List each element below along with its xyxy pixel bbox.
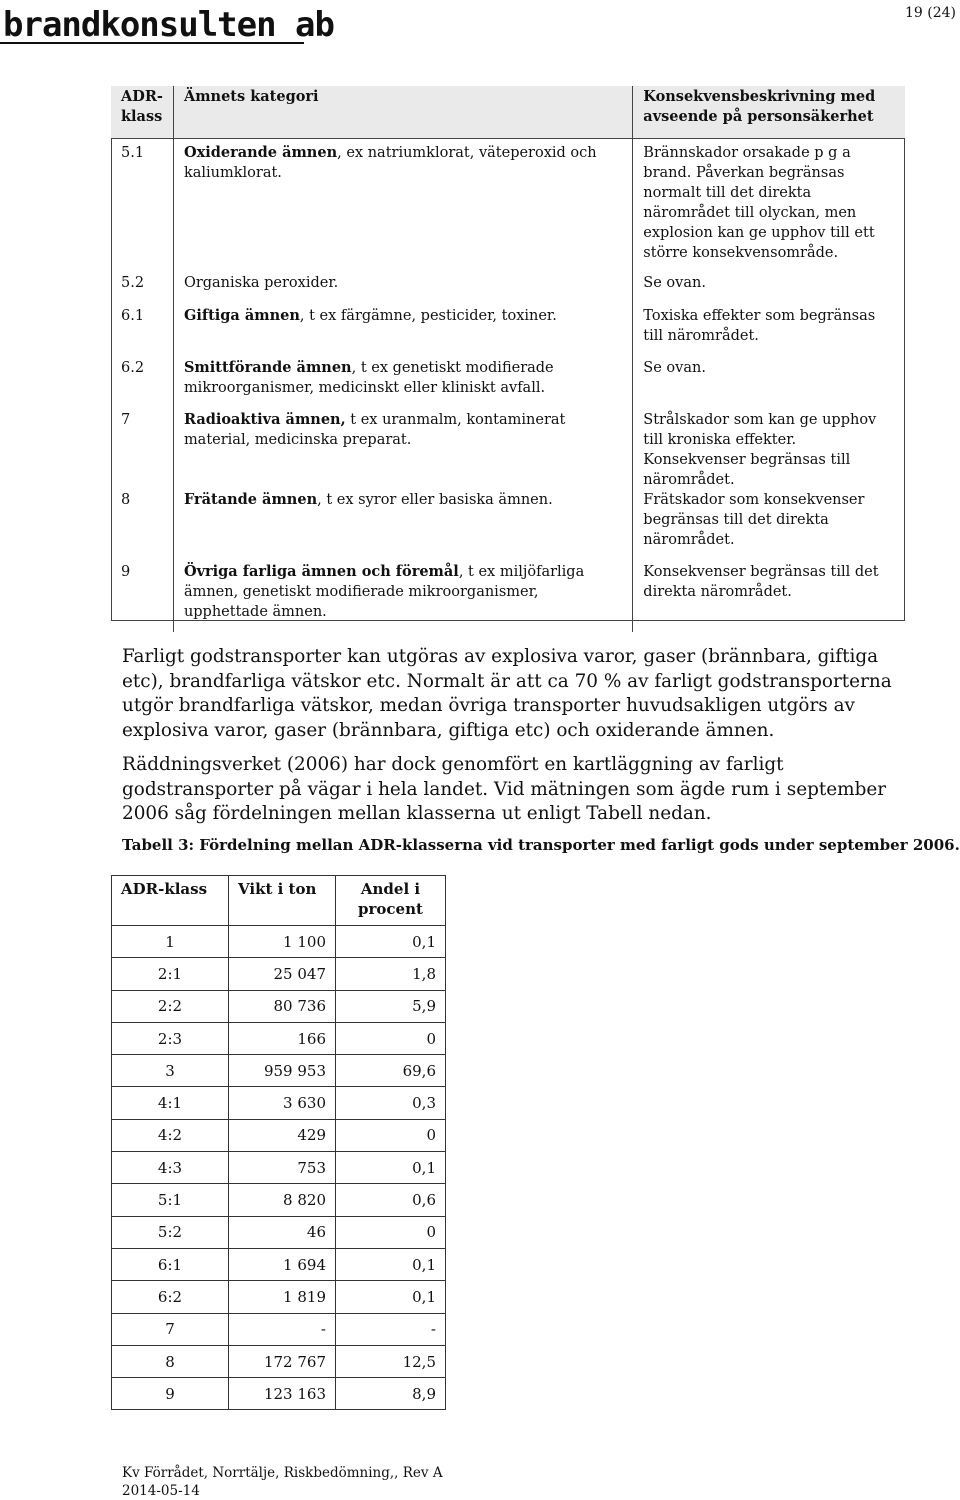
adr-category-examples: , t ex färgämne, pesticider, toxiner.: [299, 308, 557, 324]
cell-adr-klass: 3: [112, 1055, 229, 1087]
distribution-row: [112, 958, 446, 990]
table-caption: Tabell 3: Fördelning mellan ADR-klasserna vid transporter med farligt gods under september 2006.: [122, 836, 960, 854]
cell-weight: 46: [229, 1216, 336, 1248]
distribution-row: [112, 1216, 446, 1248]
page-number: 19 (24): [904, 5, 956, 21]
header-consequence: Konsekvensbeskrivning med avseende på personsäkerhet: [633, 86, 905, 139]
adr-class: 8: [121, 492, 131, 508]
footer: [122, 1464, 443, 1500]
adr-category-name: Giftiga ämnen: [183, 307, 300, 324]
adr-class: 7: [121, 412, 131, 428]
cell-adr-klass: 4:2: [112, 1119, 229, 1151]
adr-category-examples: , t ex genetiskt modifierade mikroorganismer, medicinskt eller kliniskt avfall.: [183, 360, 554, 396]
cell-share: 12,5: [336, 1345, 446, 1377]
adr-category: [173, 562, 632, 632]
cell-share: 0: [336, 1119, 446, 1151]
distribution-row: [112, 1152, 446, 1184]
adr-row: [111, 410, 905, 490]
cell-adr-klass: 4:3: [112, 1152, 229, 1184]
cell-weight: 166: [229, 1022, 336, 1054]
distribution-row: [112, 1087, 446, 1119]
cell-adr-klass: 5:1: [112, 1184, 229, 1216]
cell-weight: 3 630: [229, 1087, 336, 1119]
adr-class: 6.1: [121, 308, 145, 324]
adr-table-body: [111, 139, 905, 633]
header-adr-klass: ADR-klass: [112, 876, 229, 926]
cell-weight: 80 736: [229, 990, 336, 1022]
cell-share: 8,9: [336, 1378, 446, 1410]
cell-share: 0: [336, 1022, 446, 1054]
cell-weight: 1 819: [229, 1281, 336, 1313]
adr-category: [173, 139, 632, 274]
cell-adr-klass: 4:1: [112, 1087, 229, 1119]
adr-consequence: Se ovan.: [643, 275, 706, 291]
cell-share: 0,6: [336, 1184, 446, 1216]
cell-share: 5,9: [336, 990, 446, 1022]
distribution-row: [112, 1248, 446, 1280]
distribution-row: [112, 990, 446, 1022]
distribution-row: [112, 1378, 446, 1410]
header-category: Ämnets kategori: [173, 86, 632, 139]
adr-row: [111, 306, 905, 358]
adr-category-examples: , t ex syror eller basiska ämnen.: [317, 492, 553, 508]
distribution-table: [111, 875, 446, 1410]
distribution-row: [112, 1281, 446, 1313]
adr-category-examples: Organiska peroxider.: [183, 275, 339, 291]
cell-weight: 429: [229, 1119, 336, 1151]
cell-weight: 25 047: [229, 958, 336, 990]
adr-category: [173, 358, 632, 410]
cell-adr-klass: 7: [112, 1313, 229, 1345]
cell-adr-klass: 9: [112, 1378, 229, 1410]
footer-date: 2014-05-14: [122, 1483, 200, 1499]
paragraph-transport-types: Farligt godstransporter kan utgöras av explosiva varor, gaser (brännbara, giftiga etc), brandfarliga vätskor etc. Normalt är att ca 70 % av farligt godstransporterna utgör brandfarliga vätskor, medan övriga transporter huvudsakligen utgörs av explosiva varor, gaser (brännbara, giftiga etc) och oxiderande ämnen.: [122, 646, 892, 741]
adr-category: [173, 490, 632, 562]
cell-share: -: [336, 1313, 446, 1345]
distribution-row: [112, 1184, 446, 1216]
distribution-row: [112, 926, 446, 958]
adr-row: [111, 139, 905, 274]
cell-share: 69,6: [336, 1055, 446, 1087]
adr-row: [111, 562, 905, 632]
cell-share: 0,3: [336, 1087, 446, 1119]
cell-weight: 753: [229, 1152, 336, 1184]
cell-adr-klass: 6:2: [112, 1281, 229, 1313]
adr-category-name: Övriga farliga ämnen och föremål: [183, 563, 459, 580]
adr-category-name: Oxiderande ämnen: [183, 144, 338, 161]
adr-category-examples: , t ex miljöfarliga ämnen, genetiskt modifierade mikroorganismer, upphettade ämnen.: [183, 564, 585, 620]
adr-consequence: Strålskador som kan ge upphov till kroniska effekter. Konsekvenser begränsas till närområdet.: [643, 412, 877, 488]
adr-consequence: Brännskador orsakade p g a brand. Påverkan begränsas normalt till det direkta närområdet till olyckan, men explosion kan ge upphov till ett större konsekvensområde.: [643, 145, 875, 261]
adr-class: 5.1: [121, 145, 145, 161]
adr-row: [111, 358, 905, 410]
cell-adr-klass: 1: [112, 926, 229, 958]
cell-adr-klass: 6:1: [112, 1248, 229, 1280]
header-weight: Vikt i ton: [229, 876, 336, 926]
cell-weight: 123 163: [229, 1378, 336, 1410]
cell-weight: 959 953: [229, 1055, 336, 1087]
adr-category-examples: t ex uranmalm, kontaminerat material, medicinska preparat.: [183, 412, 566, 448]
adr-consequence: Se ovan.: [643, 360, 706, 376]
distribution-row: [112, 1119, 446, 1151]
cell-weight: 172 767: [229, 1345, 336, 1377]
adr-row: [111, 273, 905, 306]
adr-category: [173, 273, 632, 306]
cell-share: 0,1: [336, 1248, 446, 1280]
cell-adr-klass: 2:2: [112, 990, 229, 1022]
cell-share: 0,1: [336, 926, 446, 958]
distribution-row: [112, 1345, 446, 1377]
distribution-table-body: [112, 926, 446, 1410]
cell-weight: 1 100: [229, 926, 336, 958]
paragraph-survey: Räddningsverket (2006) har dock genomfört en kartläggning av farligt godstransporter på vägar i hela landet. Vid mätningen som ägde rum i september 2006 såg fördelningen mellan klasserna ut enligt Tabell nedan.: [122, 754, 887, 824]
header-share: Andel i procent: [336, 876, 446, 926]
adr-category-examples: , ex natriumklorat, väteperoxid och kaliumklorat.: [183, 145, 597, 181]
adr-consequence: Toxiska effekter som begränsas till närområdet.: [643, 308, 876, 344]
adr-category: [173, 306, 632, 358]
adr-class: 5.2: [121, 275, 145, 291]
cell-share: 0,1: [336, 1152, 446, 1184]
cell-share: 1,8: [336, 958, 446, 990]
adr-class: 9: [121, 564, 131, 580]
cell-adr-klass: 8: [112, 1345, 229, 1377]
adr-category-name: Smittförande ämnen: [183, 359, 352, 376]
adr-category: [173, 410, 632, 490]
adr-class-table: [111, 86, 905, 632]
distribution-row: [112, 1313, 446, 1345]
footer-project: Kv Förrådet, Norrtälje, Riskbedömning,, Rev A: [122, 1465, 443, 1481]
adr-row: [111, 490, 905, 562]
cell-weight: -: [229, 1313, 336, 1345]
logo-underline: [0, 42, 304, 44]
company-logo: brandkonsulten ab: [3, 5, 334, 45]
header-adr-klass-text: ADR-klass: [121, 88, 163, 125]
adr-category-name: Frätande ämnen: [183, 491, 318, 508]
header-adr-klass: [111, 86, 173, 139]
adr-class: 6.2: [121, 360, 145, 376]
cell-share: 0,1: [336, 1281, 446, 1313]
cell-adr-klass: 5:2: [112, 1216, 229, 1248]
cell-adr-klass: 2:1: [112, 958, 229, 990]
distribution-row: [112, 1055, 446, 1087]
cell-adr-klass: 2:3: [112, 1022, 229, 1054]
adr-consequence: Frätskador som konsekvenser begränsas till det direkta närområdet.: [643, 492, 865, 548]
distribution-row: [112, 1022, 446, 1054]
adr-table-header-row: [111, 86, 905, 139]
adr-consequence: Konsekvenser begränsas till det direkta närområdet.: [643, 564, 879, 600]
distribution-header-row: [112, 876, 446, 926]
cell-weight: 8 820: [229, 1184, 336, 1216]
cell-weight: 1 694: [229, 1248, 336, 1280]
adr-category-name: Radioaktiva ämnen,: [183, 411, 346, 428]
cell-share: 0: [336, 1216, 446, 1248]
